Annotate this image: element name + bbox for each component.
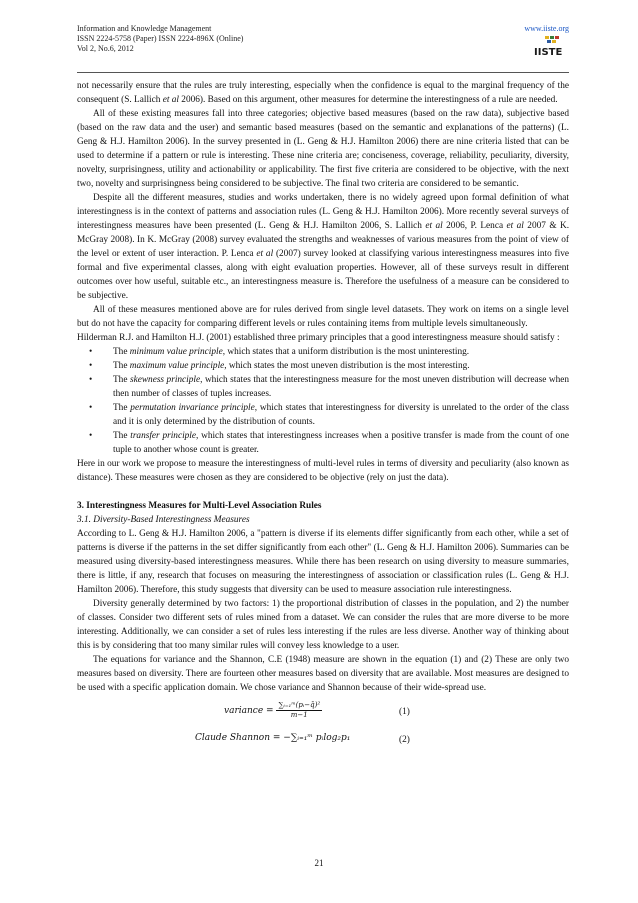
equation-shannon: Claude Shannon = −∑ᵢ₌₁ᵐ pᵢlog₂p₁ (2) [195, 733, 410, 745]
journal-name: Information and Knowledge Management [77, 24, 212, 33]
paragraph: All of these measures mentioned above are for rules derived from single level datasets. They work on items on a single level but do not have the capacity for comparing different levels or rules containing items from multiple levels simultaneously. [77, 305, 569, 329]
paragraph: Despite all the different measures, studies and works undertaken, there is no widely agreed upon formal definition of what interestingness is in the context of patterns and association rules (L. Geng & H.J. Hamilton 2006). More recently several surveys of interestingness measures have been presented (L. Geng & H.J. Hamilton 2006, S. Lallich et al 2006, P. Lenca et al 2007 & K. McGray 2008). In K. McGray (2008) survey evaluated the strengths and weaknesses of various measures from the point of view of the level or extent of user interaction. P. Lenca et al (2007) survey looked at classifying various interestingness measures into five formal and five experimental classes, along with eight evaluation properties. However, all of these surveys result in different outcomes over how useful, suitable etc., an interestingness measure is. Therefore the usefulness of a measure can be considered to be subjective. [77, 193, 570, 301]
list-item: • The minimum value principle, which states that a uniform distribution is the most uninteresting. [89, 347, 470, 357]
section-heading: 3. Interestingness Measures for Multi-Level Association Rules [77, 501, 322, 511]
paragraph: not necessarily ensure that the rules are truly interesting, especially when the confidence is equal to the marginal frequency of the consequent (S. Lallich et al 2006). Based on this argument, other measures for determine the interestingness of a rule are needed. [77, 81, 569, 105]
paragraph: According to L. Geng & H.J. Hamilton 2006, a "pattern is diverse if its elements differ significantly from each other, while a set of patterns is diverse if the patterns in the set differ significantly from each other" (L. Geng & H.J. Hamilton 2006). Summaries can be measured using diversity-based interestingness measures. While there has been research on using diversity to measure summaries, there is little, if any, research that focuses on measuring the interestingness of association or classification rules (L. Geng & H.J. Hamilton 2006). Therefore, this study suggests that diversity can be used to measure association rule interestingness. [77, 529, 569, 595]
paragraph: Hilderman R.J. and Hamilton H.J. (2001) established three primary principles that a good interestingness measure should satisfy : [77, 333, 560, 343]
paragraph: The equations for variance and the Shannon, C.E (1948) measure are shown in the equation (1) and (2) These are only two measures based on diversity. There are fourteen other measures based on diversity that are available. Most measures are designed to be used with a specific application domain. We chose variance and Shannon because of their wide-spread use. [77, 655, 569, 693]
list-item: • The maximum value principle, which states the most uneven distribution is the most interesting. [89, 361, 470, 371]
journal-url-link[interactable]: www.iiste.org [524, 24, 569, 33]
page-number: 21 [314, 858, 324, 868]
list-item: • The transfer principle, which states that interestingness increases when a positive transfer is made from the count of one tuple to another whose count is greater. [89, 431, 569, 455]
header-divider [77, 72, 569, 73]
volume-line: Vol 2, No.6, 2012 [77, 44, 134, 53]
list-item: • The permutation invariance principle, which states that interestingness for diversity is unrelated to the order of the class and it is only determined by the distribution of counts. [89, 403, 569, 427]
equation-number: (1) [399, 707, 410, 717]
issn-line: ISSN 2224-5758 (Paper) ISSN 2224-896X (Online) [77, 34, 244, 43]
logo-wordmark: IISTE [534, 47, 563, 57]
principles-list [77, 345, 569, 457]
article-body [77, 79, 569, 751]
paragraph: Diversity generally determined by two factors: 1) the proportional distribution of classes in the population, and 2) the number of classes. Consider two different sets of rules mined from a dataset. We can consider the rules that are more diverse to be more interesting. Additionally, we can consider a set of rules less interesting if the rules are less diverse. Another way of thinking about this is by considering that too many similar rules will convey less knowledge to a user. [77, 599, 569, 651]
paragraph: Here in our work we propose to measure the interestingness of multi-level rules in terms of diversity and peculiarity (also known as distance). These measures were chosen as they are considered to be objective (rely on just the data). [77, 459, 569, 483]
list-item: • The skewness principle, which states that the interestingness measure for the most uneven distribution will decrease when then number of classes of tuples increases. [89, 375, 569, 399]
paragraph: All of these existing measures fall into three categories; objective based measures (based on the raw data), subjective based (based on the raw data and the user) and semantic based measures (based on the semantic and explanations of the patterns) (L. Geng & H.J. Hamilton 2006). In the survey presented in (L. Geng & H.J. Hamilton 2006) there are nine criteria listed that can be used to determine if a pattern or rule is interesting. These nine criteria are; conciseness, coverage, reliability, peculiarity, diversity, novelty, surprisingness, utility and actionability or applicability. The first five criteria are considered to be objective, with the next two, novelty and surprisingness being considered to be subjective. The final two criteria are considered to be semantic. [77, 109, 569, 189]
equation-variance: variance = $\frac{\text{∑ᵢ₌₁ᵐ(pᵢ−q̄)²}}{m-1}$ (1) [224, 701, 410, 719]
iiste-logo [533, 35, 566, 57]
equation-number: (2) [399, 735, 410, 745]
subsection-heading: 3.1. Diversity-Based Interestingness Measures [77, 515, 250, 525]
running-header [77, 24, 243, 54]
